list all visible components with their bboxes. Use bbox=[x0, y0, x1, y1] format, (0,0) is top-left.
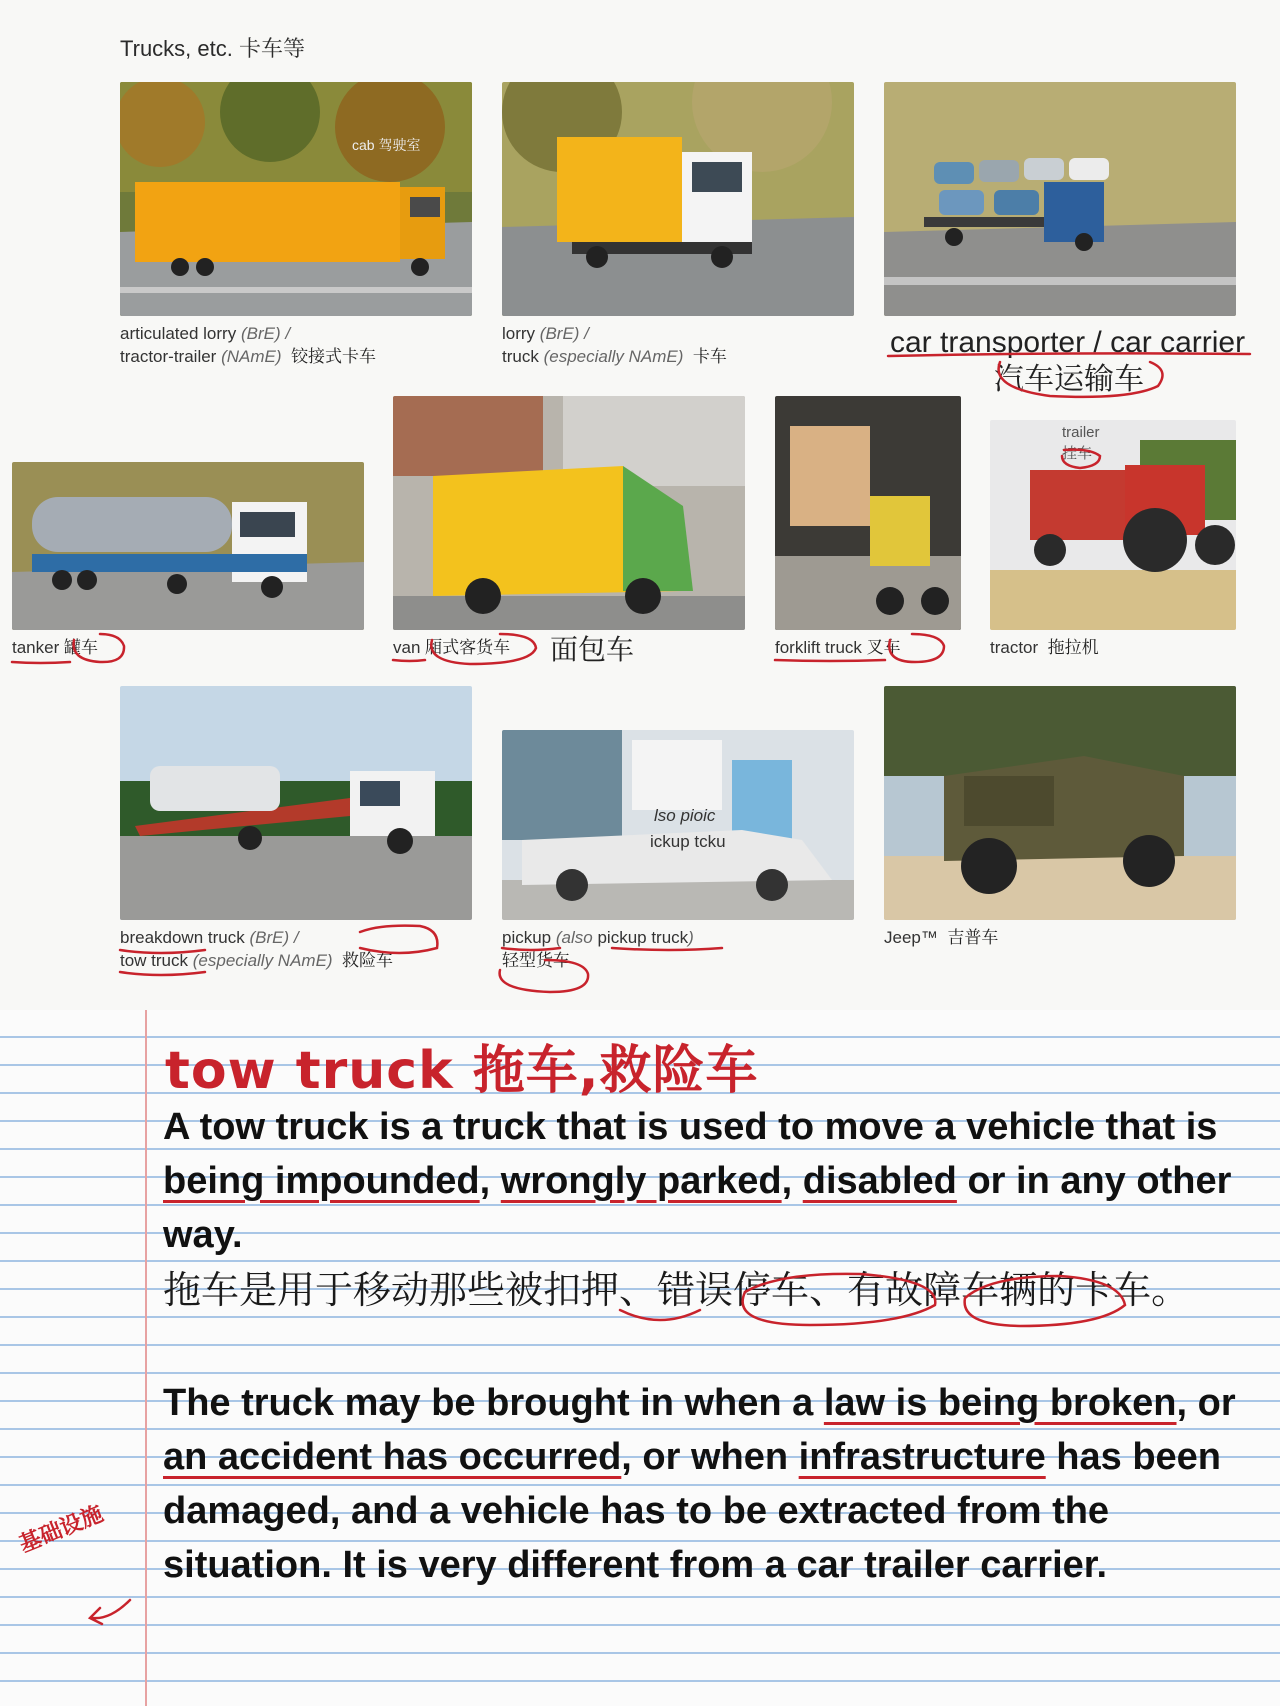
underline-wrongly-parked: wrongly parked bbox=[500, 1160, 782, 1202]
pickup-overlay-text-1: lso pioic bbox=[654, 806, 716, 825]
trailer-annotation-zh: 挂车 bbox=[1062, 445, 1093, 462]
note-paragraph-2: The truck may be brought in when a law is being broken, or an accident has occurred, or when infrastructure has been damaged, and a vehicle has to be extracted from the situation. It is very different from a car trailer carrier. bbox=[163, 1382, 1236, 1586]
circled-you-guzhang: 有故障 bbox=[847, 1270, 962, 1312]
photo-tanker bbox=[12, 462, 364, 630]
margin-note: 基础设施 bbox=[15, 1500, 107, 1558]
caption-van-zh2: 面包车 bbox=[550, 634, 635, 665]
photo-van bbox=[393, 396, 745, 630]
photo-tractor bbox=[990, 420, 1236, 630]
caption-tractor: tractor 拖拉机 bbox=[990, 638, 1099, 657]
underline-accident-occurred: an accident has occurred bbox=[163, 1436, 622, 1478]
photo-car-transporter bbox=[884, 82, 1236, 316]
caption-breakdown-truck: breakdown truck (BrE) / tow truck (especially NAmE) 救险车 bbox=[120, 928, 394, 970]
caption-pickup: pickup (also pickup truck) 轻型货车 bbox=[502, 928, 694, 970]
photo-breakdown-truck bbox=[120, 686, 472, 920]
trailer-annotation: trailer bbox=[1062, 424, 1100, 441]
caption-lorry: lorry (BrE) / truck (especially NAmE) 卡车 bbox=[502, 324, 727, 366]
note-title: tow truck 拖车,救险车 bbox=[165, 1041, 759, 1101]
photo-lorry bbox=[502, 82, 854, 316]
photo-forklift bbox=[775, 396, 961, 630]
photo-jeep bbox=[884, 686, 1236, 920]
caption-van: van 厢式客货车 bbox=[393, 638, 511, 657]
underline-law-broken: law is being broken bbox=[823, 1382, 1177, 1424]
caption-car-transporter: car transporter / car carrier bbox=[890, 326, 1246, 359]
section-title: Trucks, etc. 卡车等 bbox=[120, 36, 305, 61]
photo-articulated-lorry bbox=[120, 82, 472, 316]
circled-cuowu-tingche: 错误停车 bbox=[657, 1270, 810, 1312]
caption-forklift: forklift truck 叉车 bbox=[775, 638, 901, 657]
margin-line bbox=[145, 1010, 147, 1706]
underline-infrastructure: infrastructure bbox=[798, 1436, 1046, 1478]
cab-annotation: cab 驾驶室 bbox=[352, 137, 421, 153]
caption-car-transporter-zh: 汽车运输车 bbox=[994, 363, 1144, 396]
caption-tanker: tanker 罐车 bbox=[12, 638, 98, 657]
circled-kouya: 扣押 bbox=[543, 1270, 620, 1312]
underline-disabled: disabled bbox=[802, 1160, 957, 1202]
pickup-overlay-text-2: ickup tcku bbox=[650, 832, 726, 851]
note-chinese-translation: 拖车是用于移动那些被扣押、错误停车、有故障车辆的卡车。 bbox=[163, 1270, 1190, 1312]
caption-jeep: Jeep™ 吉普车 bbox=[884, 928, 999, 947]
underline-being-impounded: being impounded bbox=[163, 1160, 480, 1202]
note-paragraph-1: A tow truck is a truck that is used to move a vehicle that is being impounded, wrongly parked, disabled or in any other way. bbox=[163, 1106, 1232, 1256]
caption-articulated-lorry: articulated lorry (BrE) / tractor-trailer (NAmE) 铰接式卡车 bbox=[120, 324, 376, 366]
